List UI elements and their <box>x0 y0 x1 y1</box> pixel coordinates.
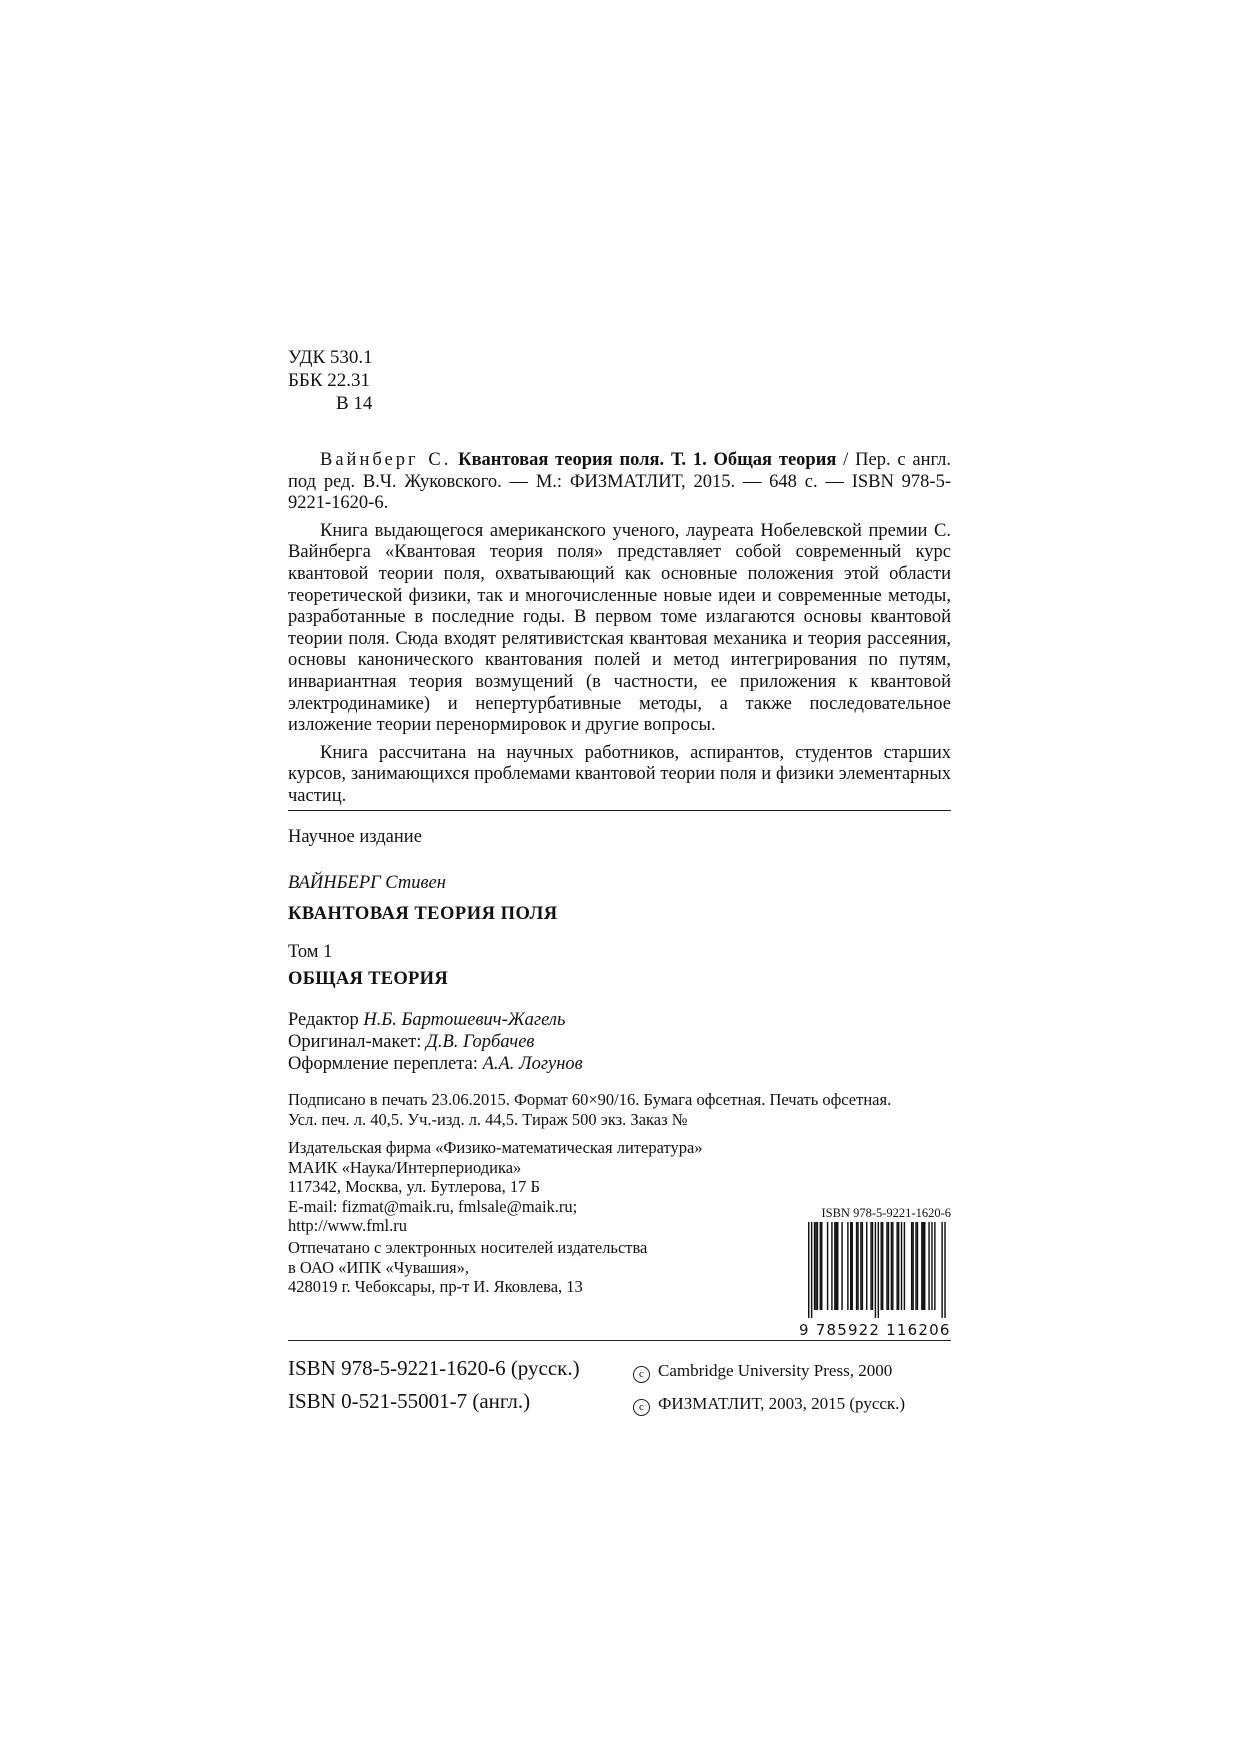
barcode-bar <box>841 1222 842 1310</box>
editor-name: Н.Б. Бартошевич-Жагель <box>363 1010 566 1030</box>
copyright-icon: c <box>633 1366 650 1383</box>
book-title: КВАНТОВАЯ ТЕОРИЯ ПОЛЯ <box>288 904 558 924</box>
cover-label: Оформление переплета: <box>288 1053 478 1074</box>
bibliographic-record <box>288 450 951 515</box>
layout-label: Оригинал-макет: <box>288 1031 422 1052</box>
barcode-bar <box>911 1222 912 1310</box>
publisher-website: http://www.fml.ru <box>288 1216 408 1235</box>
isbn-russian: ISBN 978-5-9221-1620-6 (русск.) <box>288 1356 580 1380</box>
barcode-bar <box>923 1222 924 1310</box>
printer-line: в ОАО «ИПК «Чувашия», <box>288 1257 469 1277</box>
classification-codes <box>288 346 373 415</box>
annotation-paragraph-1: Книга выдающегося американского ученого, лауреата Нобелевской премии С. Вайнберга «Квантовая теория поля» представляет собой современный курс квантовой теории поля, охватывающий как основные положения этой области теоретической физики, так и многочисленные новые идеи и современные методы, разработанные в последние годы. В первом томе излагаются основы квантовой теории поля. Сюда входят релятивистская квантовая механика и теория рассеяния, основы канонического квантования полей и метод интегрирования по путям, инвариантная теория возмущений (в частности, ее приложения к квантовой электродинамике) и непертурбативные методы, а также последовательное изложение теории перенормировок и другие вопросы. <box>288 520 951 736</box>
copyright-list <box>633 1354 905 1420</box>
publisher-address: 117342, Москва, ул. Бутлерова, 17 Б <box>288 1177 540 1196</box>
barcode-bar <box>831 1222 832 1310</box>
barcode-bar <box>878 1222 879 1318</box>
barcode-bar <box>898 1222 899 1310</box>
publisher-line: Издательская фирма «Физико-математическая литература» <box>288 1138 703 1157</box>
barcode-bar <box>860 1222 861 1310</box>
credits-block <box>288 1010 583 1075</box>
volume-title: ОБЩАЯ ТЕОРИЯ <box>288 969 449 989</box>
barcode-bar <box>821 1222 822 1310</box>
isbn-barcode <box>799 1206 951 1339</box>
copyright-text: ФИЗМАТЛИТ, 2003, 2015 (русск.) <box>658 1394 906 1413</box>
copyright-icon: c <box>633 1399 650 1416</box>
barcode-bars <box>799 1220 951 1318</box>
barcode-bar <box>815 1222 816 1310</box>
print-info-line: Усл. печ. л. 40,5. Уч.-изд. л. 44,5. Тираж 500 экз. Заказ № <box>288 1110 688 1129</box>
copyright-text: Cambridge University Press, 2000 <box>658 1361 893 1380</box>
bbk-code: ББК 22.31 <box>288 370 370 391</box>
barcode-bar <box>912 1222 913 1310</box>
barcode-bar <box>888 1222 889 1310</box>
barcode-bar <box>856 1222 857 1310</box>
barcode-bar <box>944 1222 945 1318</box>
isbn-list <box>288 1352 580 1418</box>
barcode-bar <box>934 1222 935 1310</box>
publisher-email: E-mail: fizmat@maik.ru, fmlsale@maik.ru; <box>288 1196 578 1216</box>
barcode-bar <box>847 1222 848 1310</box>
divider-bottom <box>288 1340 951 1341</box>
barcode-bar <box>924 1222 925 1310</box>
barcode-bar <box>882 1222 883 1310</box>
barcode-bar <box>904 1222 905 1310</box>
barcode-bar <box>836 1222 837 1310</box>
print-info-line: Подписано в печать 23.06.2015. Формат 60×90/16. Бумага офсетная. Печать офсетная. <box>288 1090 892 1109</box>
barcode-bar <box>892 1222 893 1310</box>
book-author: ВАЙНБЕРГ Стивен <box>288 873 446 893</box>
barcode-bar <box>875 1222 876 1318</box>
colophon-page <box>288 0 951 1754</box>
barcode-bar <box>941 1222 942 1318</box>
barcode-bar <box>852 1222 853 1310</box>
author-sign-code: В 14 <box>336 393 373 414</box>
publisher-line: МАИК «Наука/Интерпериодика» <box>288 1157 522 1177</box>
barcode-bar <box>881 1222 882 1310</box>
editor-credit <box>288 1010 583 1032</box>
barcode-digits: 9 785922 116206 <box>799 1321 951 1339</box>
copyright-cambridge <box>633 1354 905 1387</box>
barcode-bar <box>827 1222 828 1310</box>
printer-info <box>288 1238 647 1297</box>
barcode-bar <box>862 1222 863 1310</box>
annotation-paragraph-2: Книга рассчитана на научных работников, аспирантов, студентов старших курсов, занимающихся проблемами квантовой теории поля и физики элементарных частиц. <box>288 742 951 806</box>
annotation-block <box>288 450 951 808</box>
barcode-bar <box>915 1222 916 1310</box>
barcode-bar <box>811 1222 812 1318</box>
barcode-bar <box>817 1222 818 1310</box>
edition-type: Научное издание <box>288 827 422 847</box>
barcode-bar <box>834 1222 835 1310</box>
barcode-bar <box>901 1222 902 1310</box>
copyright-fizmatlit <box>633 1387 905 1420</box>
barcode-bar <box>820 1222 821 1310</box>
cover-credit <box>288 1054 583 1076</box>
biblio-details: / Пер. с англ. под ред. В.Ч. Жуковского. — М.: ФИЗМАТЛИТ, 2015. — 648 с. — ISBN 978-5-9221-1620-6. <box>288 450 952 514</box>
barcode-bar <box>837 1222 838 1310</box>
barcode-bar <box>870 1222 871 1310</box>
editor-label: Редактор <box>288 1010 359 1030</box>
barcode-bar <box>921 1222 922 1310</box>
barcode-bar <box>872 1222 873 1310</box>
divider-top <box>288 810 951 811</box>
barcode-bar <box>928 1222 929 1310</box>
volume-number: Том 1 <box>288 942 333 962</box>
publisher-info <box>288 1138 703 1236</box>
printer-line: Отпечатано с электронных носителей издательства <box>288 1238 648 1257</box>
barcode-bar <box>808 1222 809 1318</box>
barcode-bar <box>850 1222 851 1310</box>
barcode-bar <box>886 1222 887 1310</box>
layout-name: Д.В. Горбачев <box>426 1031 535 1052</box>
layout-credit <box>288 1032 583 1054</box>
barcode-bar <box>866 1222 867 1310</box>
barcode-bar <box>917 1222 918 1310</box>
udk-code: УДК 530.1 <box>288 347 373 368</box>
cover-name: А.А. Логунов <box>482 1053 583 1074</box>
barcode-bar <box>891 1222 892 1310</box>
barcode-bar <box>857 1222 858 1310</box>
barcode-bar <box>931 1222 932 1310</box>
barcode-bar <box>814 1222 815 1310</box>
print-info <box>288 1090 891 1130</box>
biblio-title: Квантовая теория поля. Т. 1. Общая теория <box>458 450 837 470</box>
biblio-author: Вайнберг С. <box>320 450 452 470</box>
isbn-english: ISBN 0-521-55001-7 (англ.) <box>288 1389 531 1413</box>
barcode-bar <box>896 1222 897 1310</box>
barcode-isbn-label: ISBN 978-5-9221-1620-6 <box>821 1206 951 1220</box>
printer-address: 428019 г. Чебоксары, пр-т И. Яковлева, 13 <box>288 1277 583 1296</box>
